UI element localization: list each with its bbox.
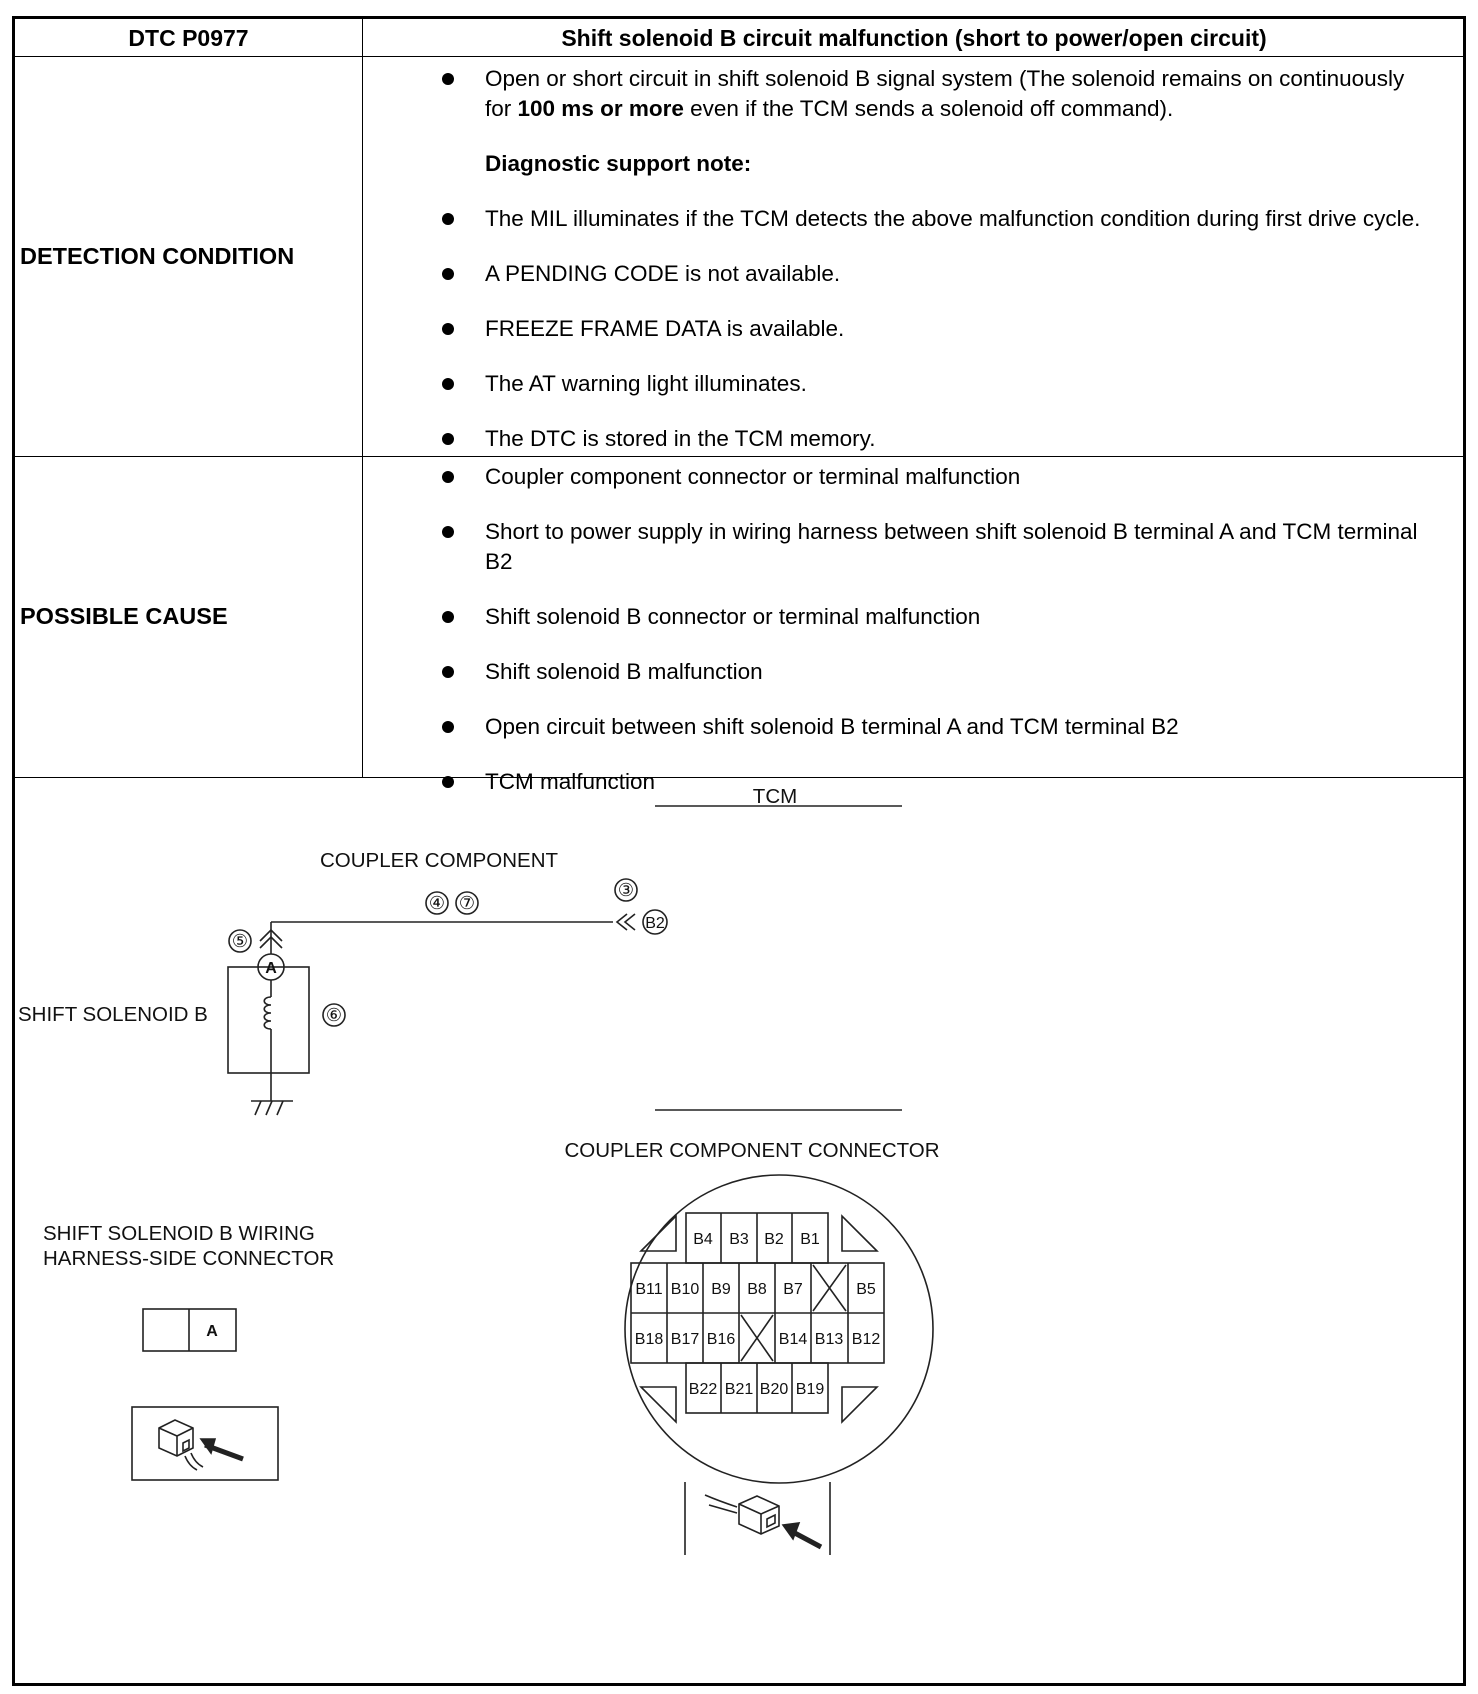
pin-label: B19 [795, 1381, 825, 1398]
pin-label: B4 [693, 1231, 713, 1248]
key-mark [641, 1387, 676, 1422]
possible-cause-label: POSSIBLE CAUSE [20, 603, 228, 629]
ref-3: ③ [617, 880, 635, 900]
dtc-description: Shift solenoid B circuit malfunction (short to power/open circuit) [561, 25, 1267, 51]
pin-label: B5 [856, 1281, 876, 1298]
pin-label: B2 [764, 1231, 784, 1248]
pin-label: B7 [783, 1281, 803, 1298]
dtc-code: DTC P0977 [128, 25, 249, 51]
wiring-diagram [15, 19, 1463, 1683]
coil-icon [264, 997, 271, 1029]
pin-label: B10 [670, 1281, 700, 1298]
harness-connector-label: SHIFT SOLENOID B WIRING [43, 1222, 315, 1245]
ref-7: ⑦ [458, 893, 476, 913]
pin-label: B18 [634, 1331, 664, 1348]
pin-label: B21 [724, 1381, 754, 1398]
list-item: Open circuit between shift solenoid B terminal A and TCM terminal B2 [439, 712, 1433, 742]
key-mark [641, 1216, 676, 1251]
document-page [12, 16, 1466, 1686]
coupler-connector-label: COUPLER COMPONENT CONNECTOR [564, 1139, 940, 1162]
pin-label: B20 [759, 1381, 789, 1398]
harness-connector-label-2: HARNESS-SIDE CONNECTOR [43, 1247, 335, 1270]
tcm-label: TCM [752, 785, 798, 808]
terminal-b2-text: B2 [645, 915, 665, 932]
pin-label: B14 [778, 1331, 808, 1348]
pin-label: B17 [670, 1331, 700, 1348]
list-item: The DTC is stored in the TCM memory. [439, 424, 1433, 454]
pin-label: B22 [688, 1381, 718, 1398]
coupler-component-label: COUPLER COMPONENT [320, 849, 559, 872]
terminal-a-text: A [265, 960, 277, 977]
ref-4: ④ [428, 893, 446, 913]
pin-label: B3 [729, 1231, 749, 1248]
list-item: TCM malfunction [439, 767, 1433, 797]
harness-terminal-a: A [206, 1323, 218, 1340]
list-item: Shift solenoid B connector or terminal malfunction [439, 602, 1433, 632]
list-item: A PENDING CODE is not available. [439, 259, 1433, 289]
pin-label: B8 [747, 1281, 767, 1298]
list-item: Coupler component connector or terminal malfunction [439, 462, 1433, 492]
pin-label: B11 [635, 1281, 663, 1298]
list-item: Open or short circuit in shift solenoid B signal system (The solenoid remains on continuously for 100 ms or more even if the TCM sends a solenoid off command). [439, 64, 1433, 124]
ref-6: ⑥ [325, 1005, 343, 1025]
shift-solenoid-label: SHIFT SOLENOID B [18, 1003, 208, 1026]
ref-5: ⑤ [231, 931, 249, 951]
solenoid-box [228, 967, 309, 1073]
detection-condition-label: DETECTION CONDITION [20, 243, 295, 269]
pin-label: B9 [711, 1281, 731, 1298]
list-item: The AT warning light illuminates. [439, 369, 1433, 399]
list-item: The MIL illuminates if the TCM detects the above malfunction condition during first drive cycle. [439, 204, 1433, 234]
diagnostic-support-note: Diagnostic support note: [485, 151, 752, 176]
pin-label: B16 [706, 1331, 736, 1348]
pin-label: B12 [851, 1331, 881, 1348]
pin-label: B1 [800, 1231, 820, 1248]
list-item: Shift solenoid B malfunction [439, 657, 1433, 687]
key-mark [842, 1216, 877, 1251]
key-mark [842, 1387, 877, 1422]
list-item: FREEZE FRAME DATA is available. [439, 314, 1433, 344]
list-item: Short to power supply in wiring harness between shift solenoid B terminal A and TCM terminal B2 [439, 517, 1433, 577]
pin-label: B13 [814, 1331, 844, 1348]
coupler-pin-grid [631, 1213, 884, 1413]
